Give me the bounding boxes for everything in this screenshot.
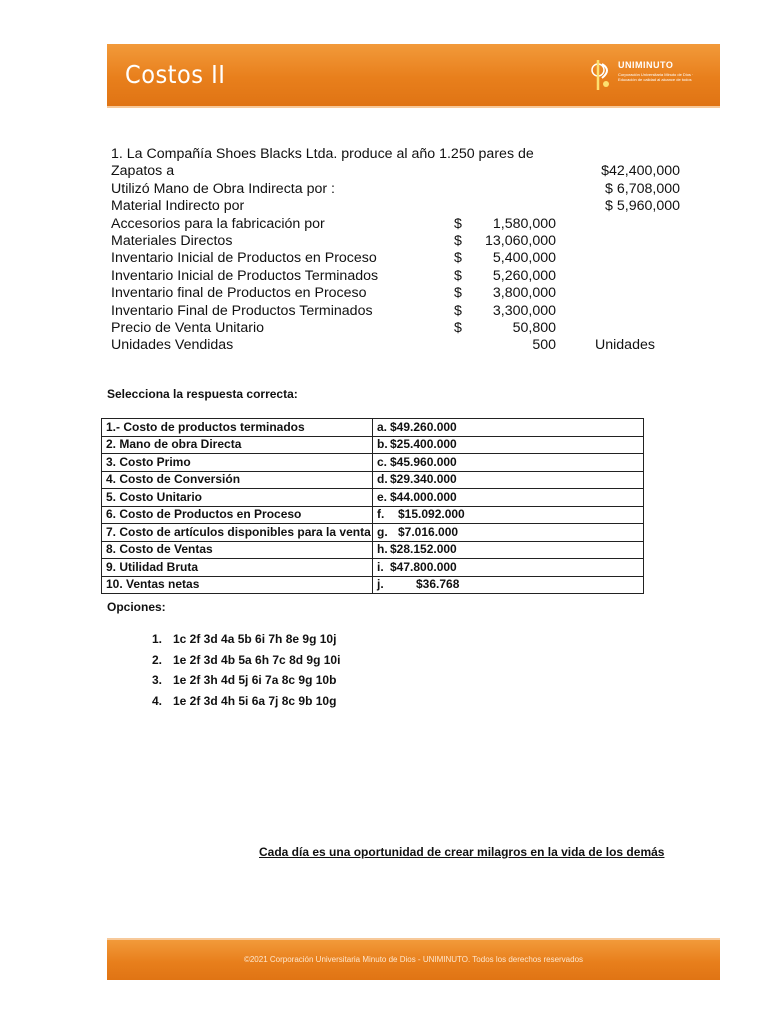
problem-statement — [111, 146, 711, 355]
problem-row-label: Utilizó Mano de Obra Indirecta por : — [111, 180, 335, 197]
question-text: 9. Utilidad Bruta — [102, 559, 373, 577]
problem-row-label: Inventario final de Productos en Proceso — [111, 285, 367, 302]
answer-letter: h. — [377, 542, 388, 557]
logo-name: UNIMINUTO — [618, 60, 674, 70]
problem-row-value: 5,400,000 — [492, 250, 556, 267]
answer-cell — [373, 506, 644, 524]
problem-row-currency: $ — [454, 285, 462, 302]
problem-row-currency: $ — [454, 302, 462, 319]
answer-value: $7.016.000 — [398, 524, 459, 539]
answer-cell — [373, 576, 644, 594]
answer-letter: c. — [377, 454, 388, 469]
problem-row — [111, 285, 711, 302]
question-row — [102, 506, 644, 524]
problem-row-total: $ 6,708,000 — [605, 180, 680, 197]
problem-row-label: Accesorios para la fabricación por — [111, 215, 325, 232]
problem-row-currency: $ — [454, 250, 462, 267]
answer-cell — [373, 419, 644, 437]
answer-letter: f. — [377, 507, 385, 522]
option-text: 1e 2f 3d 4b 5a 6h 7c 8d 9g 10i — [173, 652, 341, 667]
problem-row-value: 3,300,000 — [492, 302, 556, 319]
answer-value: $28.152.000 — [390, 542, 457, 557]
question-row — [102, 489, 644, 507]
answer-value: $36.768 — [416, 577, 460, 592]
answer-cell — [373, 454, 644, 472]
motivational-quote: Cada día es una oportunidad de crear milagros en la vida de los demás — [259, 845, 665, 859]
problem-row-label: Inventario Final de Productos Terminados — [111, 302, 373, 319]
answer-value: $15.092.000 — [398, 507, 465, 522]
option-text: 1e 2f 3h 4d 5j 6i 7a 8c 9g 10b — [173, 673, 337, 687]
problem-row-currency: $ — [454, 215, 462, 232]
problem-row — [111, 320, 711, 337]
problem-row — [111, 181, 711, 198]
question-text: 2. Mano de obra Directa — [102, 436, 373, 454]
question-row — [102, 576, 644, 594]
answer-cell — [373, 559, 644, 577]
header-banner — [107, 44, 720, 108]
problem-row-currency: $ — [454, 232, 462, 249]
problem-row-label: Precio de Venta Unitario — [111, 319, 264, 336]
options-heading: Opciones: — [107, 600, 166, 614]
answer-value: $49.260.000 — [390, 419, 457, 434]
problem-row-label: Material Indirecto por — [111, 198, 245, 215]
question-text: 6. Costo de Productos en Proceso — [102, 506, 373, 524]
option-number: 3. — [152, 673, 163, 687]
course-title: Costos II — [125, 60, 226, 89]
question-text: 10. Ventas netas — [102, 576, 373, 594]
problem-row-value: 50,800 — [512, 319, 556, 336]
answer-letter: a. — [377, 419, 388, 434]
option-number: 2. — [152, 652, 163, 667]
problem-row-value: 3,800,000 — [492, 285, 556, 302]
problem-row — [111, 163, 711, 180]
instruction-text: Selecciona la respuesta correcta: — [107, 387, 298, 401]
logo-mark-icon — [590, 58, 614, 92]
footer-copyright: ©2021 Corporación Universitaria Minuto de Dios - UNIMINUTO. Todos los derechos reservados — [243, 955, 584, 964]
footer-banner — [107, 938, 720, 980]
question-row — [102, 541, 644, 559]
question-row — [102, 454, 644, 472]
answer-value: $29.340.000 — [390, 472, 457, 487]
problem-row-label: Materiales Directos — [111, 232, 233, 249]
question-row — [102, 471, 644, 489]
answer-letter: e. — [377, 489, 388, 504]
question-text: 4. Costo de Conversión — [102, 471, 373, 489]
problem-row-value: 5,260,000 — [492, 267, 556, 284]
question-text: 8. Costo de Ventas — [102, 541, 373, 559]
problem-row-value: 500 — [532, 337, 556, 354]
answer-letter: b. — [377, 437, 388, 452]
problem-row-value: 1,580,000 — [492, 215, 556, 232]
problem-row-unit: Unidades — [595, 337, 655, 354]
option-number: 4. — [152, 693, 163, 708]
problem-row-value: 13,060,000 — [484, 232, 556, 249]
option-number: 1. — [152, 632, 163, 646]
question-text: 3. Costo Primo — [102, 454, 373, 472]
answer-cell — [373, 436, 644, 454]
answer-letter: d. — [377, 472, 388, 487]
problem-row-total: $ 5,960,000 — [605, 198, 680, 215]
answer-letter: g. — [377, 524, 388, 539]
answer-letter: i. — [377, 559, 384, 574]
option-text: 1e 2f 3d 4h 5i 6a 7j 8c 9b 10g — [173, 693, 337, 708]
problem-row — [111, 337, 711, 354]
answer-cell — [373, 524, 644, 542]
problem-row-currency: $ — [454, 319, 462, 336]
problem-row — [111, 268, 711, 285]
answer-value: $45.960.000 — [390, 454, 457, 469]
question-text: 7. Costo de artículos disponibles para la venta — [102, 524, 373, 542]
problem-row-label: Zapatos a — [111, 163, 175, 180]
problem-row — [111, 216, 711, 233]
problem-row — [111, 198, 711, 215]
problem-row — [111, 303, 711, 320]
answer-cell — [373, 489, 644, 507]
problem-row-total: $42,400,000 — [601, 163, 680, 180]
answer-cell — [373, 471, 644, 489]
problem-row-label: Inventario Inicial de Productos Terminados — [111, 267, 379, 284]
answer-value: $25.400.000 — [390, 437, 457, 452]
problem-row — [111, 250, 711, 267]
problem-intro: 1. La Compañía Shoes Blacks Ltda. produce al año 1.250 pares de — [111, 146, 534, 162]
problem-row-label: Unidades Vendidas — [111, 337, 234, 354]
answer-cell — [373, 541, 644, 559]
answer-value: $47.800.000 — [390, 559, 457, 574]
question-text: 5. Costo Unitario — [102, 489, 373, 507]
uniminuto-logo — [590, 56, 700, 96]
logo-subtitle: Corporación Universitaria Minuto de Dios · Educación de calidad al alcance de todos — [618, 72, 694, 82]
problem-row-currency: $ — [454, 267, 462, 284]
option-text: 1c 2f 3d 4a 5b 6i 7h 8e 9g 10j — [173, 632, 337, 646]
question-row — [102, 436, 644, 454]
answer-letter: j. — [377, 577, 384, 592]
question-row — [102, 419, 644, 437]
problem-row-label: Inventario Inicial de Productos en Proceso — [111, 250, 377, 267]
answer-value: $44.000.000 — [390, 489, 457, 504]
problem-row — [111, 233, 711, 250]
questions-table — [101, 418, 644, 594]
question-row — [102, 559, 644, 577]
question-text: 1.- Costo de productos terminados — [102, 419, 373, 437]
question-row — [102, 524, 644, 542]
